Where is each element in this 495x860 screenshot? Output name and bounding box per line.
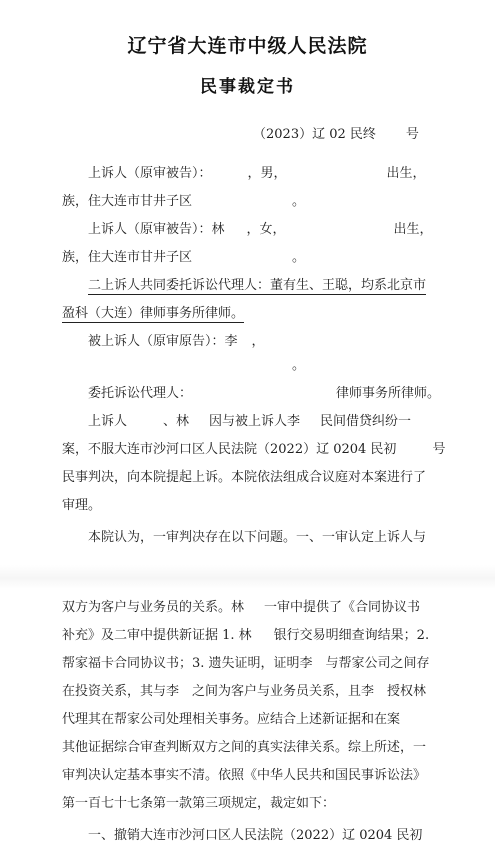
party-birth: 出生， <box>386 166 426 181</box>
case-number-suffix: 号 <box>405 127 419 142</box>
case-number-prefix: （2023）辽 02 民终 <box>253 127 376 142</box>
body-para2-line1: 本院认为，一审判决存在以下问题。一、一审认定上诉人与 <box>88 530 427 545</box>
party-appellant-2-line2 <box>62 250 305 266</box>
text-run: 双方为客户与业务员的关系。林 <box>62 600 245 615</box>
agent-label: 委托诉讼代理人： <box>88 386 193 401</box>
text-run: 补充》及二审中提供新证据 1. 林 <box>62 628 252 643</box>
document-type: 民事裁定书 <box>200 77 295 97</box>
party-address-end: 。 <box>292 250 306 265</box>
party-label: 被上诉人（原审原告）：李 <box>88 334 238 349</box>
party-label: 上诉人（原审被告）：林 <box>88 222 225 237</box>
ruling-item-1: 一、撤销大连市沙河口区人民法院（2022）辽 0204 民初 <box>88 828 423 843</box>
body-para2-line3 <box>62 628 429 644</box>
party-appellant-2-line1 <box>88 222 433 238</box>
body-para2-line5: 在投资关系，其与李 之间为客户与业务员关系，且李 授权林 <box>62 684 427 699</box>
party-label: 上诉人（原审被告）： <box>88 166 212 181</box>
body-para2-line9: 第一百七十七条第一款第三项规定，裁定如下： <box>62 796 336 811</box>
body-para2-line2 <box>62 600 420 616</box>
joint-agent-line2 <box>62 306 244 322</box>
page-fold-seam <box>0 565 495 589</box>
party-birth: 出生， <box>393 222 433 237</box>
body-para1-line4: 审理。 <box>62 498 102 513</box>
party-appellee-line2 <box>62 358 305 374</box>
party-appellant-1-line1 <box>88 166 426 182</box>
text-run: 民间借贷纠纷一 <box>320 414 412 429</box>
text-run: 案，不服大连市沙河口区人民法院（2022）辽 0204 民初 <box>62 442 397 457</box>
body-para1-line2 <box>62 442 445 458</box>
court-name: 辽宁省大连市中级人民法院 <box>127 35 368 57</box>
text-run: 、林 <box>163 414 190 429</box>
body-para2-line8: 审判决认定基本事实不清。依照《中华人民共和国民事诉讼法》 <box>62 768 427 783</box>
joint-agent-firm: 盈科（大连）律师事务所律师。 <box>62 306 245 321</box>
text-run: 银行交易明细查询结果；2. <box>273 628 430 643</box>
body-para1-line3: 民事判决，向本院提起上诉。本院依法组成合议庭对本案进行了 <box>62 470 427 485</box>
body-para2-line6: 代理其在帮家公司处理相关事务。应结合上述新证据和在案 <box>62 712 401 727</box>
party-separator: ， <box>251 334 265 349</box>
party-appellee-line1 <box>88 334 265 350</box>
party-address-end: 。 <box>292 358 306 373</box>
party-gender: ，男， <box>247 166 287 181</box>
party-address: 族，住大连市甘井子区 <box>62 250 193 265</box>
joint-agent-text: 二上诉人共同委托诉讼代理人：董有生、王聪，均系北京市 <box>88 278 427 293</box>
joint-agent-line1 <box>88 278 426 294</box>
body-para2-line4: 帮家福卡合同协议书；3. 遗失证明，证明李 与帮家公司之间存 <box>62 656 430 671</box>
appellee-agent-line <box>88 386 440 402</box>
case-number <box>253 127 419 143</box>
body-para2-line7: 其他证据综合审查判断双方之间的真实法律关系。综上所述，一 <box>62 740 427 755</box>
text-run: 一审中提供了《合同协议书 <box>264 600 421 615</box>
text-run: 因与被上诉人李 <box>209 414 301 429</box>
text-run: 号 <box>432 442 446 457</box>
party-appellant-1-line2 <box>62 194 305 210</box>
party-address: 族，住大连市甘井子区 <box>62 194 193 209</box>
text-run: 上诉人 <box>88 414 128 429</box>
party-address-end: 。 <box>292 194 306 209</box>
party-gender: ，女， <box>246 222 286 237</box>
body-para1-line1 <box>88 414 411 430</box>
agent-firm: 律师事务所律师。 <box>336 386 441 401</box>
